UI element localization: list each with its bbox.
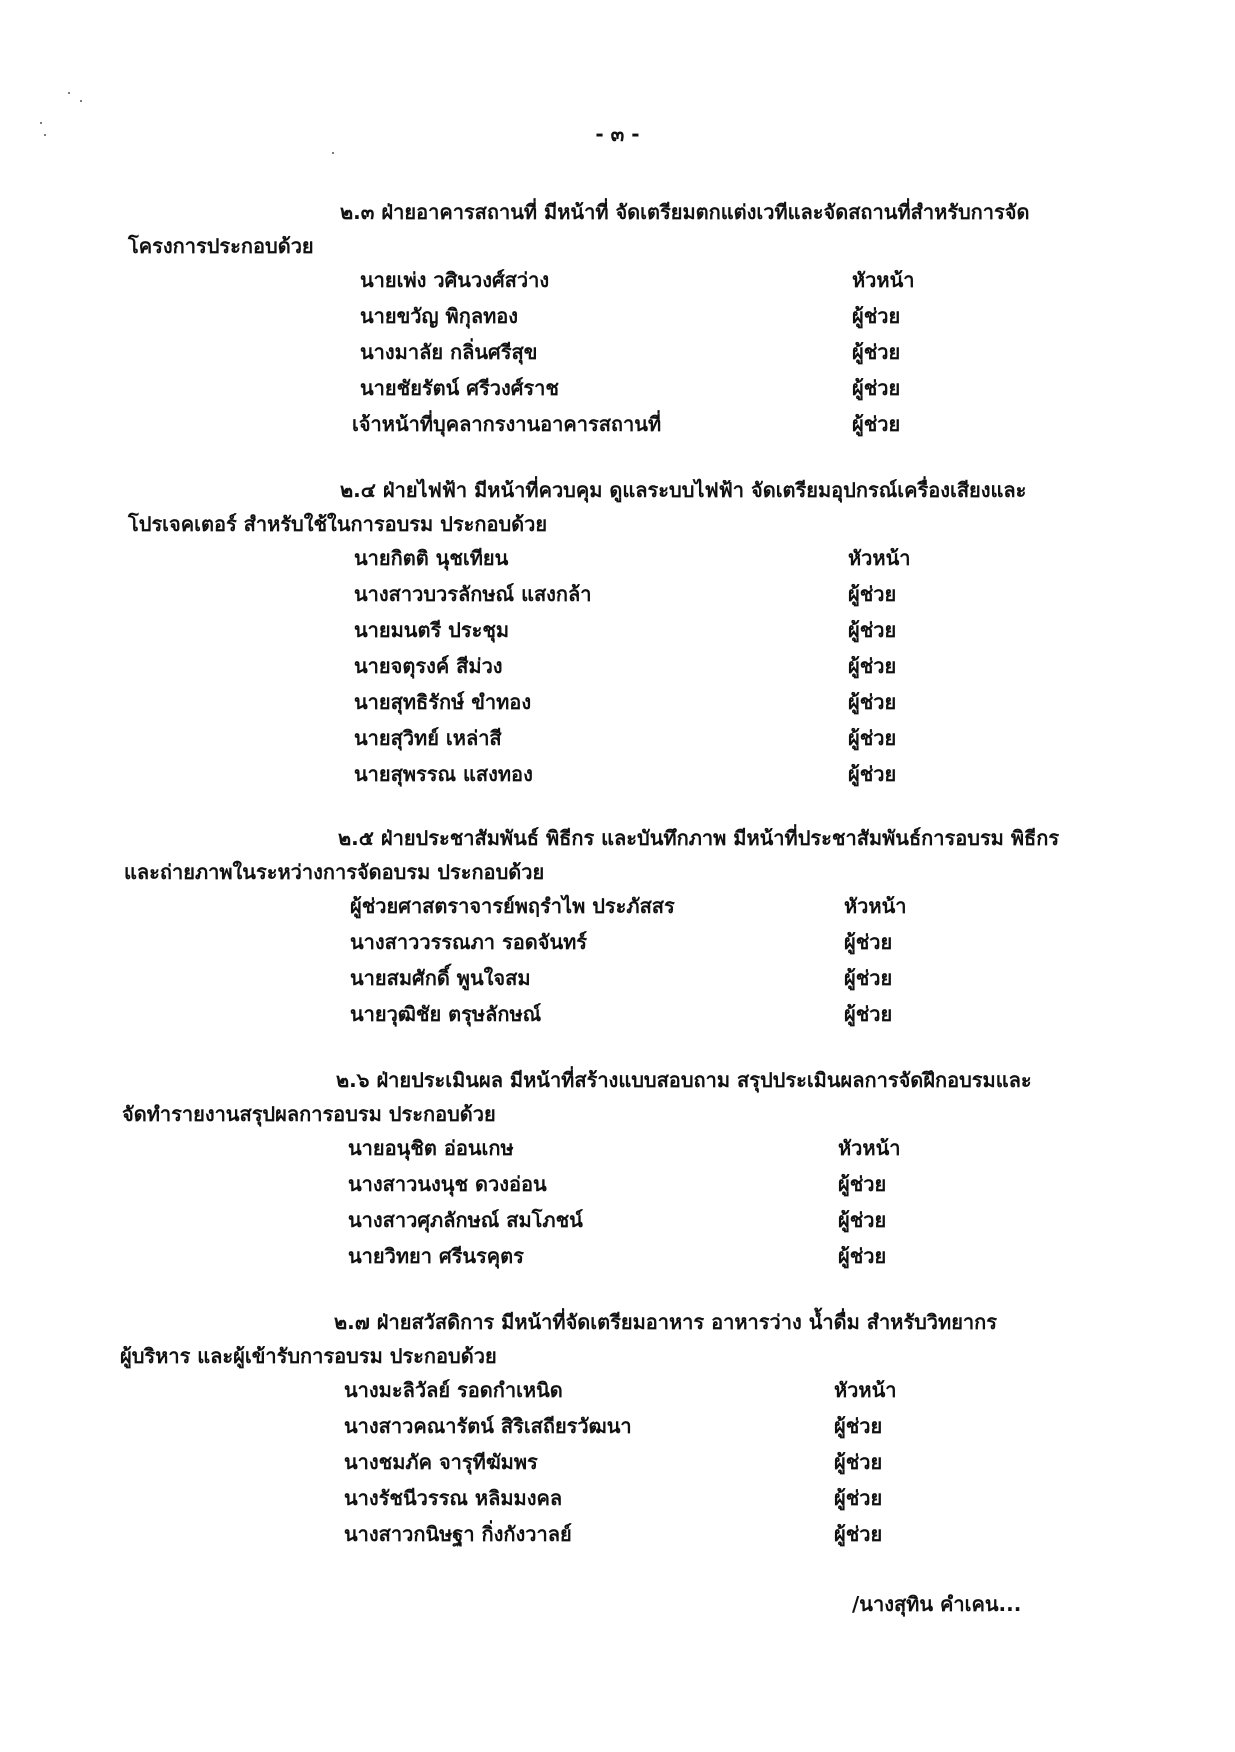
member-row	[0, 336, 1235, 372]
member-name: นางสาวบวรลักษณ์ แสงกล้า	[354, 582, 592, 606]
member-role: ผู้ช่วย	[834, 1450, 883, 1474]
member-name: นางสาวนงนุช ดวงอ่อน	[348, 1172, 547, 1196]
section-heading: ๒.๕ ฝ่ายประชาสัมพันธ์ พิธีกร และบันทึกภาพ มีหน้าที่ประชาสัมพันธ์การอบรม พิธีกร	[338, 826, 1060, 850]
member-name: นางรัชนีวรรณ หลิมมงคล	[344, 1486, 563, 1510]
member-name: นายอนุชิต อ่อนเกษ	[348, 1136, 514, 1160]
member-role: ผู้ช่วย	[834, 1522, 883, 1546]
member-role: ผู้ช่วย	[834, 1486, 883, 1510]
section-heading: ๒.๗ ฝ่ายสวัสดิการ มีหน้าที่จัดเตรียมอาหาร อาหารว่าง น้ำดื่ม สำหรับวิทยากร	[334, 1310, 998, 1334]
member-name: นายสุพรรณ แสงทอง	[354, 762, 533, 786]
member-name: นายชัยรัตน์ ศรีวงศ์ราช	[360, 376, 559, 400]
member-row	[0, 890, 1235, 926]
member-name: นางสาววรรณภา รอดจันทร์	[350, 930, 588, 954]
member-role: ผู้ช่วย	[844, 930, 893, 954]
member-row	[0, 614, 1235, 650]
member-row	[0, 722, 1235, 758]
member-name: นายสุวิทย์ เหล่าสี	[354, 726, 502, 750]
member-row	[0, 372, 1235, 408]
page-number: - ๓ -	[595, 122, 640, 146]
member-row	[0, 1518, 1235, 1554]
member-row	[0, 1204, 1235, 1240]
member-role: หัวหน้า	[852, 268, 915, 292]
member-role: ผู้ช่วย	[838, 1208, 887, 1232]
member-role: ผู้ช่วย	[844, 1002, 893, 1026]
member-name: นายวิทยา ศรีนรคุตร	[348, 1244, 524, 1268]
section-heading-continuation: จัดทำรายงานสรุปผลการอบรม ประกอบด้วย	[122, 1102, 496, 1126]
member-role: ผู้ช่วย	[848, 618, 897, 642]
member-row	[0, 264, 1235, 300]
member-role: ผู้ช่วย	[848, 726, 897, 750]
member-name: นายสมศักดิ์ พูนใจสม	[350, 966, 531, 990]
member-name: นางสาวคณารัตน์ สิริเสถียรวัฒนา	[344, 1414, 632, 1438]
member-role: ผู้ช่วย	[844, 966, 893, 990]
scan-speck	[68, 92, 70, 94]
member-name: นายมนตรี ประชุม	[354, 618, 510, 642]
member-row	[0, 758, 1235, 794]
member-role: หัวหน้า	[838, 1136, 901, 1160]
section-heading-continuation: ผู้บริหาร และผู้เข้ารับการอบรม ประกอบด้วย	[120, 1344, 497, 1368]
section-heading-continuation: โปรเจคเตอร์ สำหรับใช้ในการอบรม ประกอบด้วย	[128, 512, 548, 536]
member-row	[0, 1482, 1235, 1518]
member-row	[0, 962, 1235, 998]
member-row	[0, 926, 1235, 962]
member-name: นางสาวศุภลักษณ์ สมโภชน์	[348, 1208, 583, 1232]
section-heading-continuation: โครงการประกอบด้วย	[128, 234, 314, 258]
member-row	[0, 1240, 1235, 1276]
member-role: ผู้ช่วย	[834, 1414, 883, 1438]
member-name: นางมาลัย กลิ่นศรีสุข	[360, 340, 538, 364]
member-row	[0, 578, 1235, 614]
member-row	[0, 300, 1235, 336]
member-name: นายจตุรงค์ สีม่วง	[354, 654, 503, 678]
scan-speck	[332, 152, 334, 154]
member-row	[0, 998, 1235, 1034]
section-heading-continuation: และถ่ายภาพในระหว่างการจัดอบรม ประกอบด้วย	[124, 860, 545, 884]
member-role: ผู้ช่วย	[852, 304, 901, 328]
member-role: ผู้ช่วย	[848, 762, 897, 786]
member-name: นายสุทธิรักษ์ ขำทอง	[354, 690, 532, 714]
member-row	[0, 1446, 1235, 1482]
member-role: ผู้ช่วย	[852, 340, 901, 364]
scan-speck	[80, 100, 82, 102]
member-name: ผู้ช่วยศาสตราจารย์พฤรำไพ ประภัสสร	[350, 894, 675, 918]
member-name: นายขวัญ พิกุลทอง	[360, 304, 519, 328]
member-role: ผู้ช่วย	[852, 376, 901, 400]
continuation-marker: /นางสุทิน คำเคน...	[852, 1592, 1022, 1616]
member-row	[0, 1168, 1235, 1204]
member-row	[0, 1374, 1235, 1410]
member-role: ผู้ช่วย	[848, 582, 897, 606]
member-name: นายเพ่ง วศินวงศ์สว่าง	[360, 268, 550, 292]
member-role: หัวหน้า	[844, 894, 907, 918]
member-row	[0, 1132, 1235, 1168]
member-role: ผู้ช่วย	[838, 1244, 887, 1268]
member-name: นางชมภัค จารุทีฆัมพร	[344, 1450, 538, 1474]
member-role: ผู้ช่วย	[838, 1172, 887, 1196]
member-name: นางมะลิวัลย์ รอดกำเหนิด	[344, 1378, 563, 1402]
member-row	[0, 650, 1235, 686]
section-heading: ๒.๔ ฝ่ายไฟฟ้า มีหน้าที่ควบคุม ดูแลระบบไฟฟ้า จัดเตรียมอุปกรณ์เครื่องเสียงและ	[340, 478, 1027, 502]
member-name: เจ้าหน้าที่บุคลากรงานอาคารสถานที่	[352, 412, 662, 436]
member-role: ผู้ช่วย	[852, 412, 901, 436]
member-role: ผู้ช่วย	[848, 654, 897, 678]
member-name: นายวุฒิชัย ตรุษลักษณ์	[350, 1002, 542, 1026]
member-name: นายกิตติ นุชเทียน	[354, 546, 509, 570]
member-role: ผู้ช่วย	[848, 690, 897, 714]
member-role: หัวหน้า	[848, 546, 911, 570]
scan-speck	[40, 122, 42, 124]
member-role: หัวหน้า	[834, 1378, 897, 1402]
member-row	[0, 686, 1235, 722]
member-row	[0, 542, 1235, 578]
section-heading: ๒.๓ ฝ่ายอาคารสถานที่ มีหน้าที่ จัดเตรียมตกแต่งเวทีและจัดสถานที่สำหรับการจัด	[340, 200, 1030, 224]
scan-speck	[44, 134, 46, 136]
section-heading: ๒.๖ ฝ่ายประเมินผล มีหน้าที่สร้างแบบสอบถาม สรุปประเมินผลการจัดฝึกอบรมและ	[336, 1068, 1032, 1092]
member-row	[0, 1410, 1235, 1446]
member-name: นางสาวกนิษฐา กิ่งกังวาลย์	[344, 1522, 572, 1546]
member-row	[0, 408, 1235, 444]
